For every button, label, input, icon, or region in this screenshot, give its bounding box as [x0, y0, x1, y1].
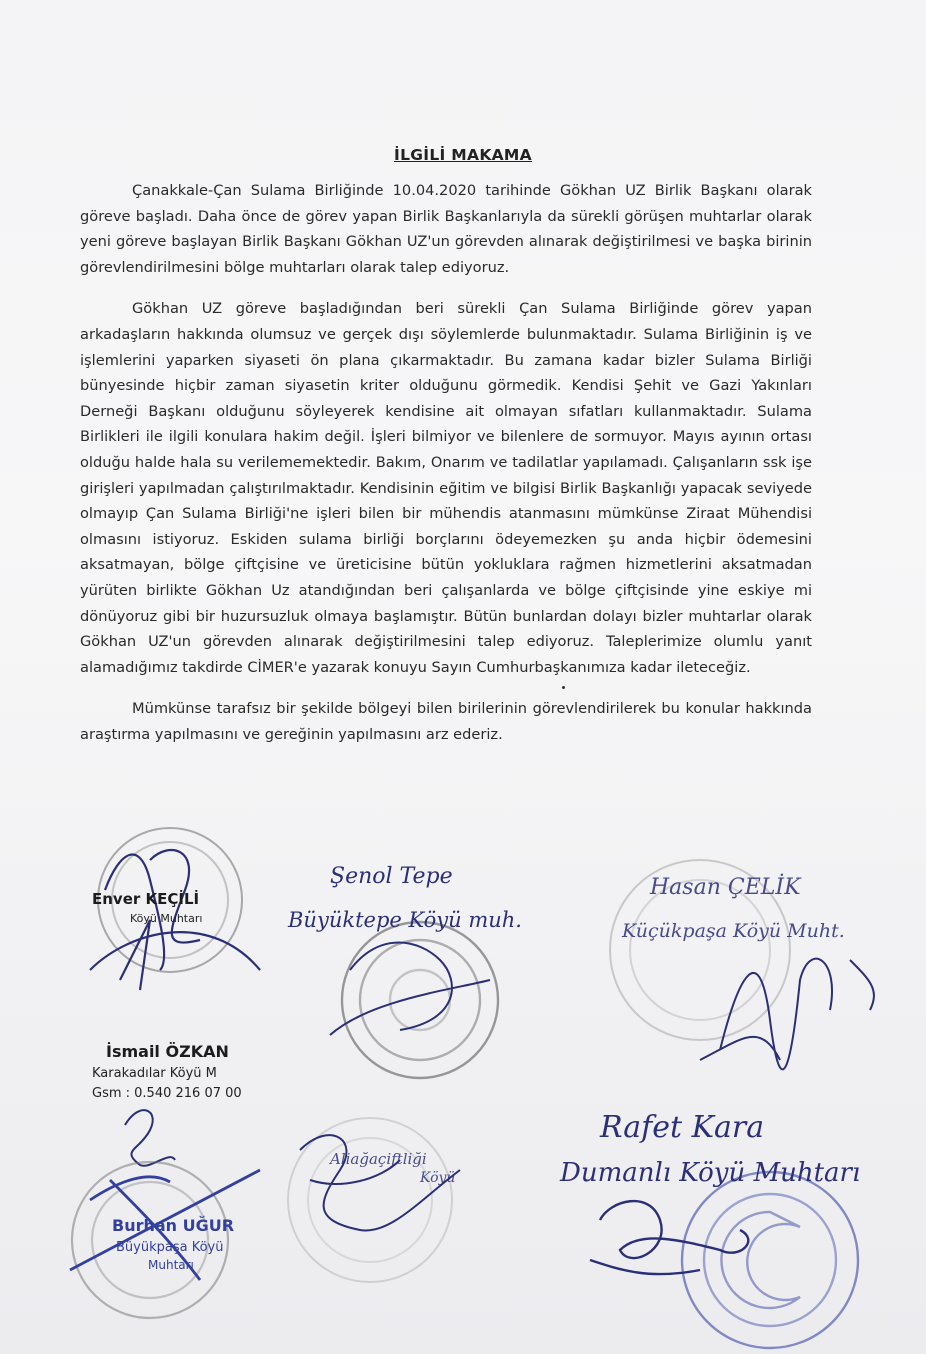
- signature-5-subtitle: Köyü: [420, 1170, 456, 1186]
- stamp-5: [288, 1118, 452, 1282]
- signature-3-title: Küçükpaşa Köyü Muht.: [622, 920, 845, 942]
- stamp-7-subtitle: Büyükpaşa Köyü: [116, 1240, 224, 1255]
- signature-3-name: Hasan ÇELİK: [650, 875, 801, 900]
- paragraph-2: Gökhan UZ göreve başladığından beri sürekli Çan Sulama Birliğinde görev yapan arkadaşların hakkında olumsuz ve gerçek dışı söylemlerde bulunmaktadır. Sulama Birliğinin iş ve işlemlerini yaparken siyaseti ön plana çıkarmaktadır. Bu zamana kadar bizler Sulama Birliği bünyesinde hiçbir zaman siyasetin kriter olduğunu görmedik. Kendisi Şehit ve Gazi Yakınları Derneği Başkanı olduğunu söyleyerek kendisine ait olmayan sıfatları kullanmaktadır. Sulama Birlikleri ile ilgili konulara hakim değil. İşleri bilmiyor ve bilenlere de sormuyor. Mayıs ayının ortası olduğu halde hala su verilememektedir. Bakım, Onarım ve tadilatlar yapılamadı. Çalışanların ssk işe girişleri yapılmadan çalıştırılmaktadır. Kendisinin eğitim ve bilgisi Birlik Başkanlığı yapacak seviyede olmayıp Çan Sulama Birliği'ne işleri bilen bir mühendis atanmasını mümkünse Ziraat Mühendisi olmasını istiyoruz. Eskiden sulama birliği borçlarını ödeyemezken şu anda hiçbir ödemesini aksatmayan, bölge çiftçisine ve üreticisine bütün yokluklara rağmen hizmetlerini aksatmadan yürüten birlikte Gökhan Uz atandığından beri çalışanlarda ve bölge çiftçisinde yine eskiye mi dönüyoruz gibi bir huzursuzluk olmaya başlamıştır. Bütün bunlardan dolayı bizler muhtarlar olarak Gökhan UZ'un görevden alınarak değiştirilmesini talep ediyoruz. Taleplerimize olumlu yanıt alamadığımız takdirde CİMER'e yazarak konuyu Sayın Cumhurbaşkanımıza kadar ileteceğiz.: [80, 300, 812, 676]
- signature-2-name: Şenol Tepe: [330, 864, 453, 889]
- document-title: İLGİLİ MAKAMA: [394, 146, 532, 164]
- stamp-6: [682, 1172, 858, 1348]
- signature-scribble-4: [125, 1110, 175, 1166]
- stamp-4-name: İsmail ÖZKAN: [106, 1042, 229, 1061]
- stamp-4-phone: Gsm : 0.540 216 07 00: [92, 1086, 242, 1101]
- paragraph-1: Çanakkale-Çan Sulama Birliğinde 10.04.2020 tarihinde Gökhan UZ Birlik Başkanı olarak göreve başladı. Daha önce de görev yapan Birlik Başkanlarıyla da sürekli görüşen muhtarlar olarak yeni göreve başlayan Birlik Başkanı Gökhan UZ'un görevden alınarak değiştirilmesi ve başka birinin görevlendirilmesini bölge muhtarları olarak talep ediyoruz.: [80, 182, 812, 276]
- stamp-1-subtitle: Köyü Muhtarı: [130, 912, 203, 925]
- stamp-4-subtitle: Karakadılar Köyü M: [92, 1066, 217, 1081]
- signatures-area: [0, 820, 926, 1354]
- document-body: [80, 178, 812, 763]
- signature-6-name: Rafet Kara: [600, 1110, 765, 1145]
- stamp-7-subtitle-2: Muhtarı: [148, 1258, 194, 1272]
- signature-6-title: Dumanlı Köyü Muhtarı: [560, 1158, 861, 1188]
- paragraph-3: Mümkünse tarafsız bir şekilde bölgeyi bilen birilerinin görevlendirilerek bu konular hakkında araştırma yapılmasını ve gereğinin yapılmasını arz ederiz.: [80, 700, 812, 743]
- ink-dot: [562, 686, 565, 689]
- signature-2-title: Büyüktepe Köyü muh.: [288, 908, 522, 932]
- signature-5-village: Aliağaçiftliği: [330, 1150, 427, 1168]
- stamp-7-name: Burhan UĞUR: [112, 1216, 235, 1235]
- stamp-1-name: Enver KEÇİLİ: [92, 890, 200, 908]
- stamp-2: [342, 922, 498, 1078]
